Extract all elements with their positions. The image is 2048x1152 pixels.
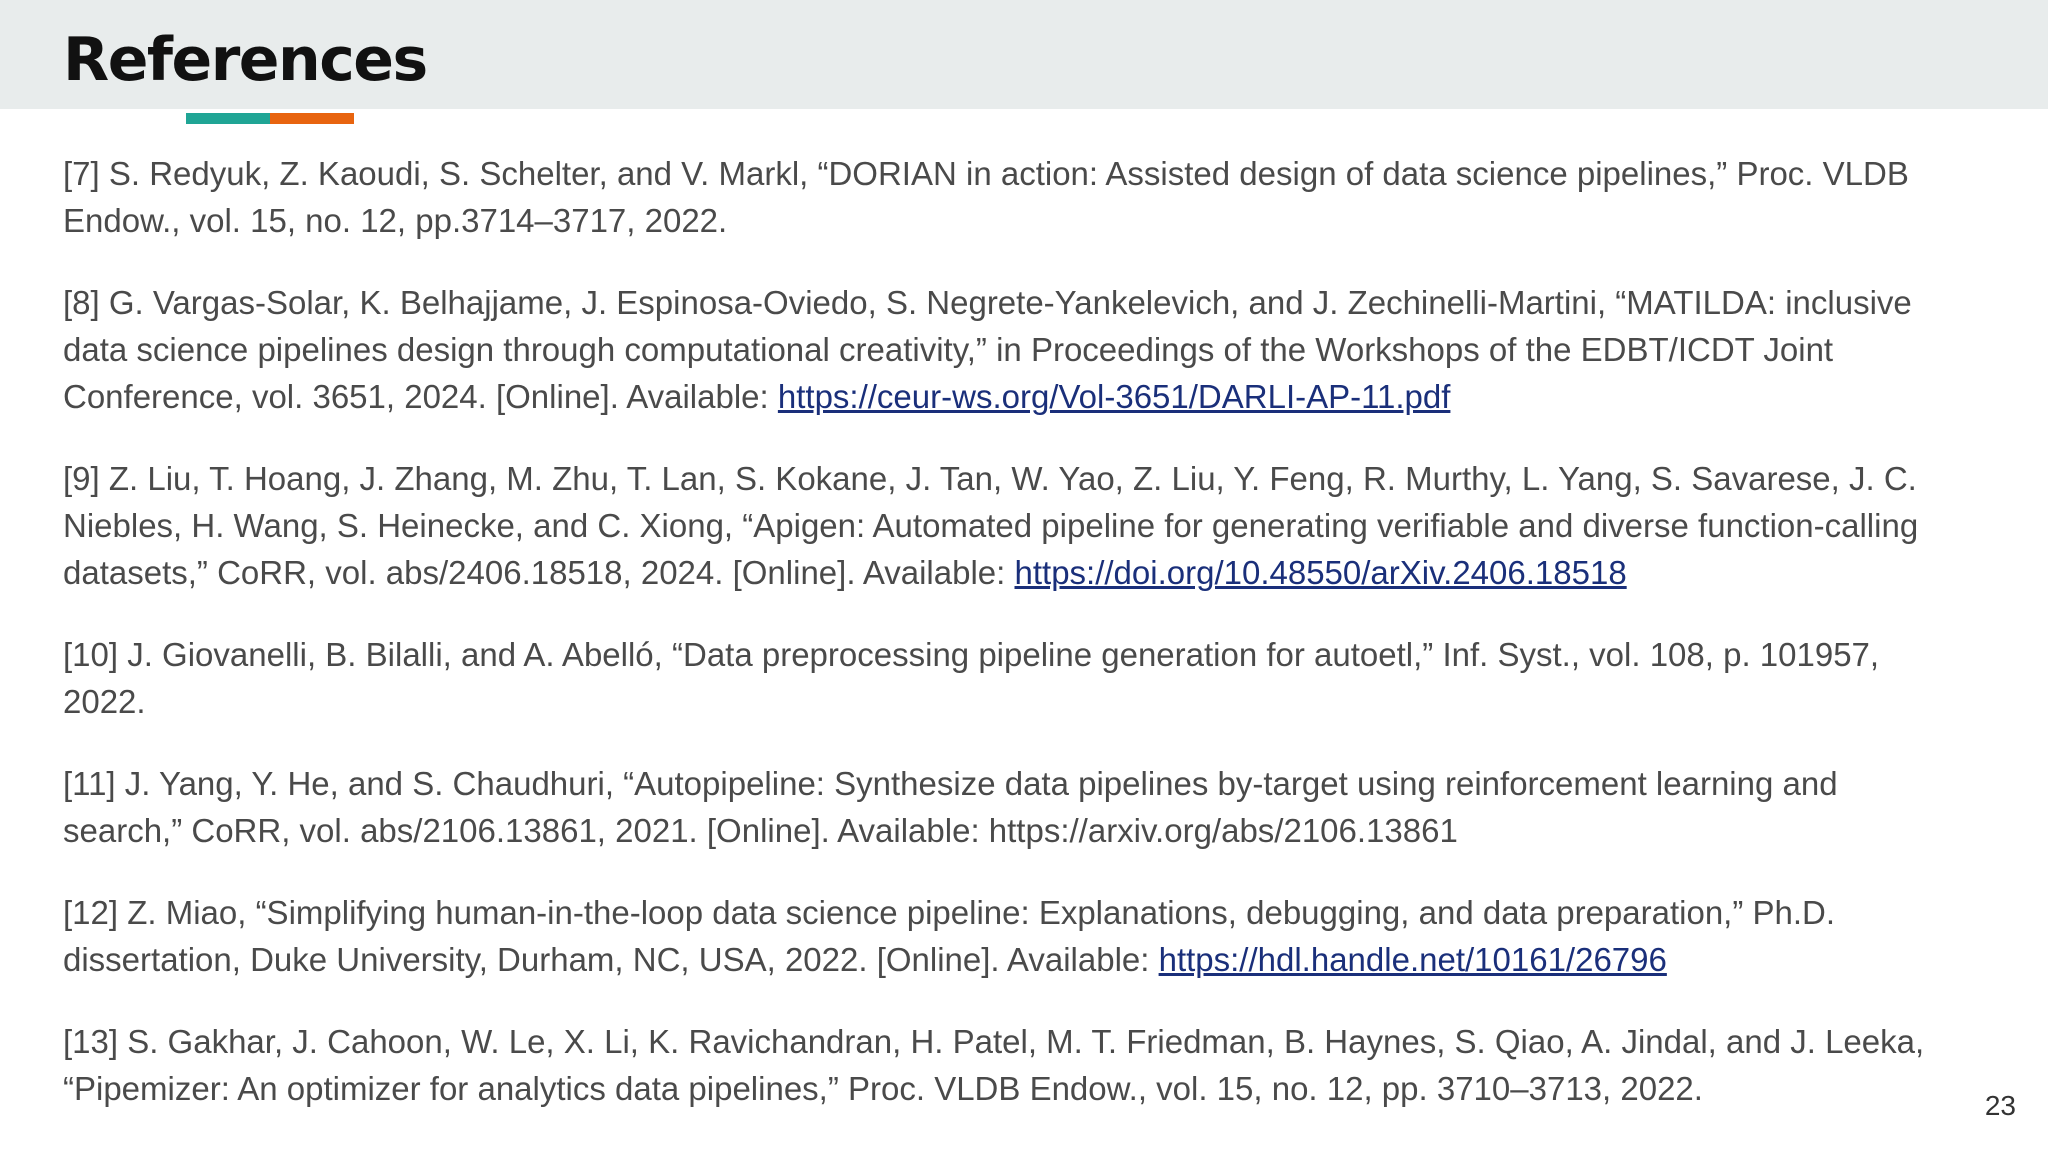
reference-text: [13] S. Gakhar, J. Cahoon, W. Le, X. Li, K. Ravichandran, H. Patel, M. T. Friedman, B. Haynes, S. Qiao, A. Jindal, and J. Leeka, “Pipemizer: An optimizer for analytics data pipelines,” Proc. VLDB Endow., vol. 15, no. 12, pp. 3710–3713, 2022. (63, 1023, 1925, 1107)
reference-text: [8] G. Vargas-Solar, K. Belhajjame, J. Espinosa-Oviedo, S. Negrete-Yankelevich, and J. Zechinelli-Martini, “MATILDA: inclusive data science pipelines design through computational creativity,” in Proceedings of the Workshops of the EDBT/ICDT Joint Conference, vol. 3651, 2024. [Online]. Available: (63, 284, 1912, 415)
reference-item-7 (63, 150, 1963, 244)
reference-link[interactable]: https://doi.org/10.48550/arXiv.2406.18518 (1014, 554, 1627, 591)
reference-link[interactable]: https://hdl.handle.net/10161/26796 (1158, 941, 1667, 978)
reference-item-9 (63, 455, 1963, 596)
title-accent-teal (186, 113, 270, 124)
reference-text: [7] S. Redyuk, Z. Kaoudi, S. Schelter, and V. Markl, “DORIAN in action: Assisted design of data science pipelines,” Proc. VLDB Endow., vol. 15, no. 12, pp.3714–3717, 2022. (63, 155, 1909, 239)
reference-item-11 (63, 760, 1963, 854)
page-title: References (63, 25, 427, 95)
reference-text: [11] J. Yang, Y. He, and S. Chaudhuri, “Autopipeline: Synthesize data pipelines by-target using reinforcement learning and search,” CoRR, vol. abs/2106.13861, 2021. [Online]. Available: https://arxiv.org/abs/2106.13861 (63, 765, 1838, 849)
reference-item-13 (63, 1018, 1963, 1112)
reference-item-8 (63, 279, 1963, 420)
page-number: 23 (1984, 1090, 2016, 1121)
reference-text: [9] Z. Liu, T. Hoang, J. Zhang, M. Zhu, T. Lan, S. Kokane, J. Tan, W. Yao, Z. Liu, Y. Feng, R. Murthy, L. Yang, S. Savarese, J. C. Niebles, H. Wang, S. Heinecke, and C. Xiong, “Apigen: Automated pipeline for generating verifiable and diverse function-calling datasets,” CoRR, vol. abs/2406.18518, 2024. [Online]. Available: (63, 460, 1919, 591)
reference-item-10 (63, 631, 1963, 725)
reference-link[interactable]: https://ceur-ws.org/Vol-3651/DARLI-AP-11.pdf (777, 378, 1451, 415)
reference-text: [12] Z. Miao, “Simplifying human-in-the-loop data science pipeline: Explanations, debugging, and data preparation,” Ph.D. dissertation, Duke University, Durham, NC, USA, 2022. [Online]. Available: (63, 894, 1836, 978)
reference-text: [10] J. Giovanelli, B. Bilalli, and A. Abelló, “Data preprocessing pipeline generation for autoetl,” Inf. Syst., vol. 108, p. 101957, 2022. (63, 636, 1880, 720)
reference-item-12 (63, 889, 1963, 983)
reference-list (63, 150, 1963, 1147)
title-accent-orange (270, 113, 354, 124)
